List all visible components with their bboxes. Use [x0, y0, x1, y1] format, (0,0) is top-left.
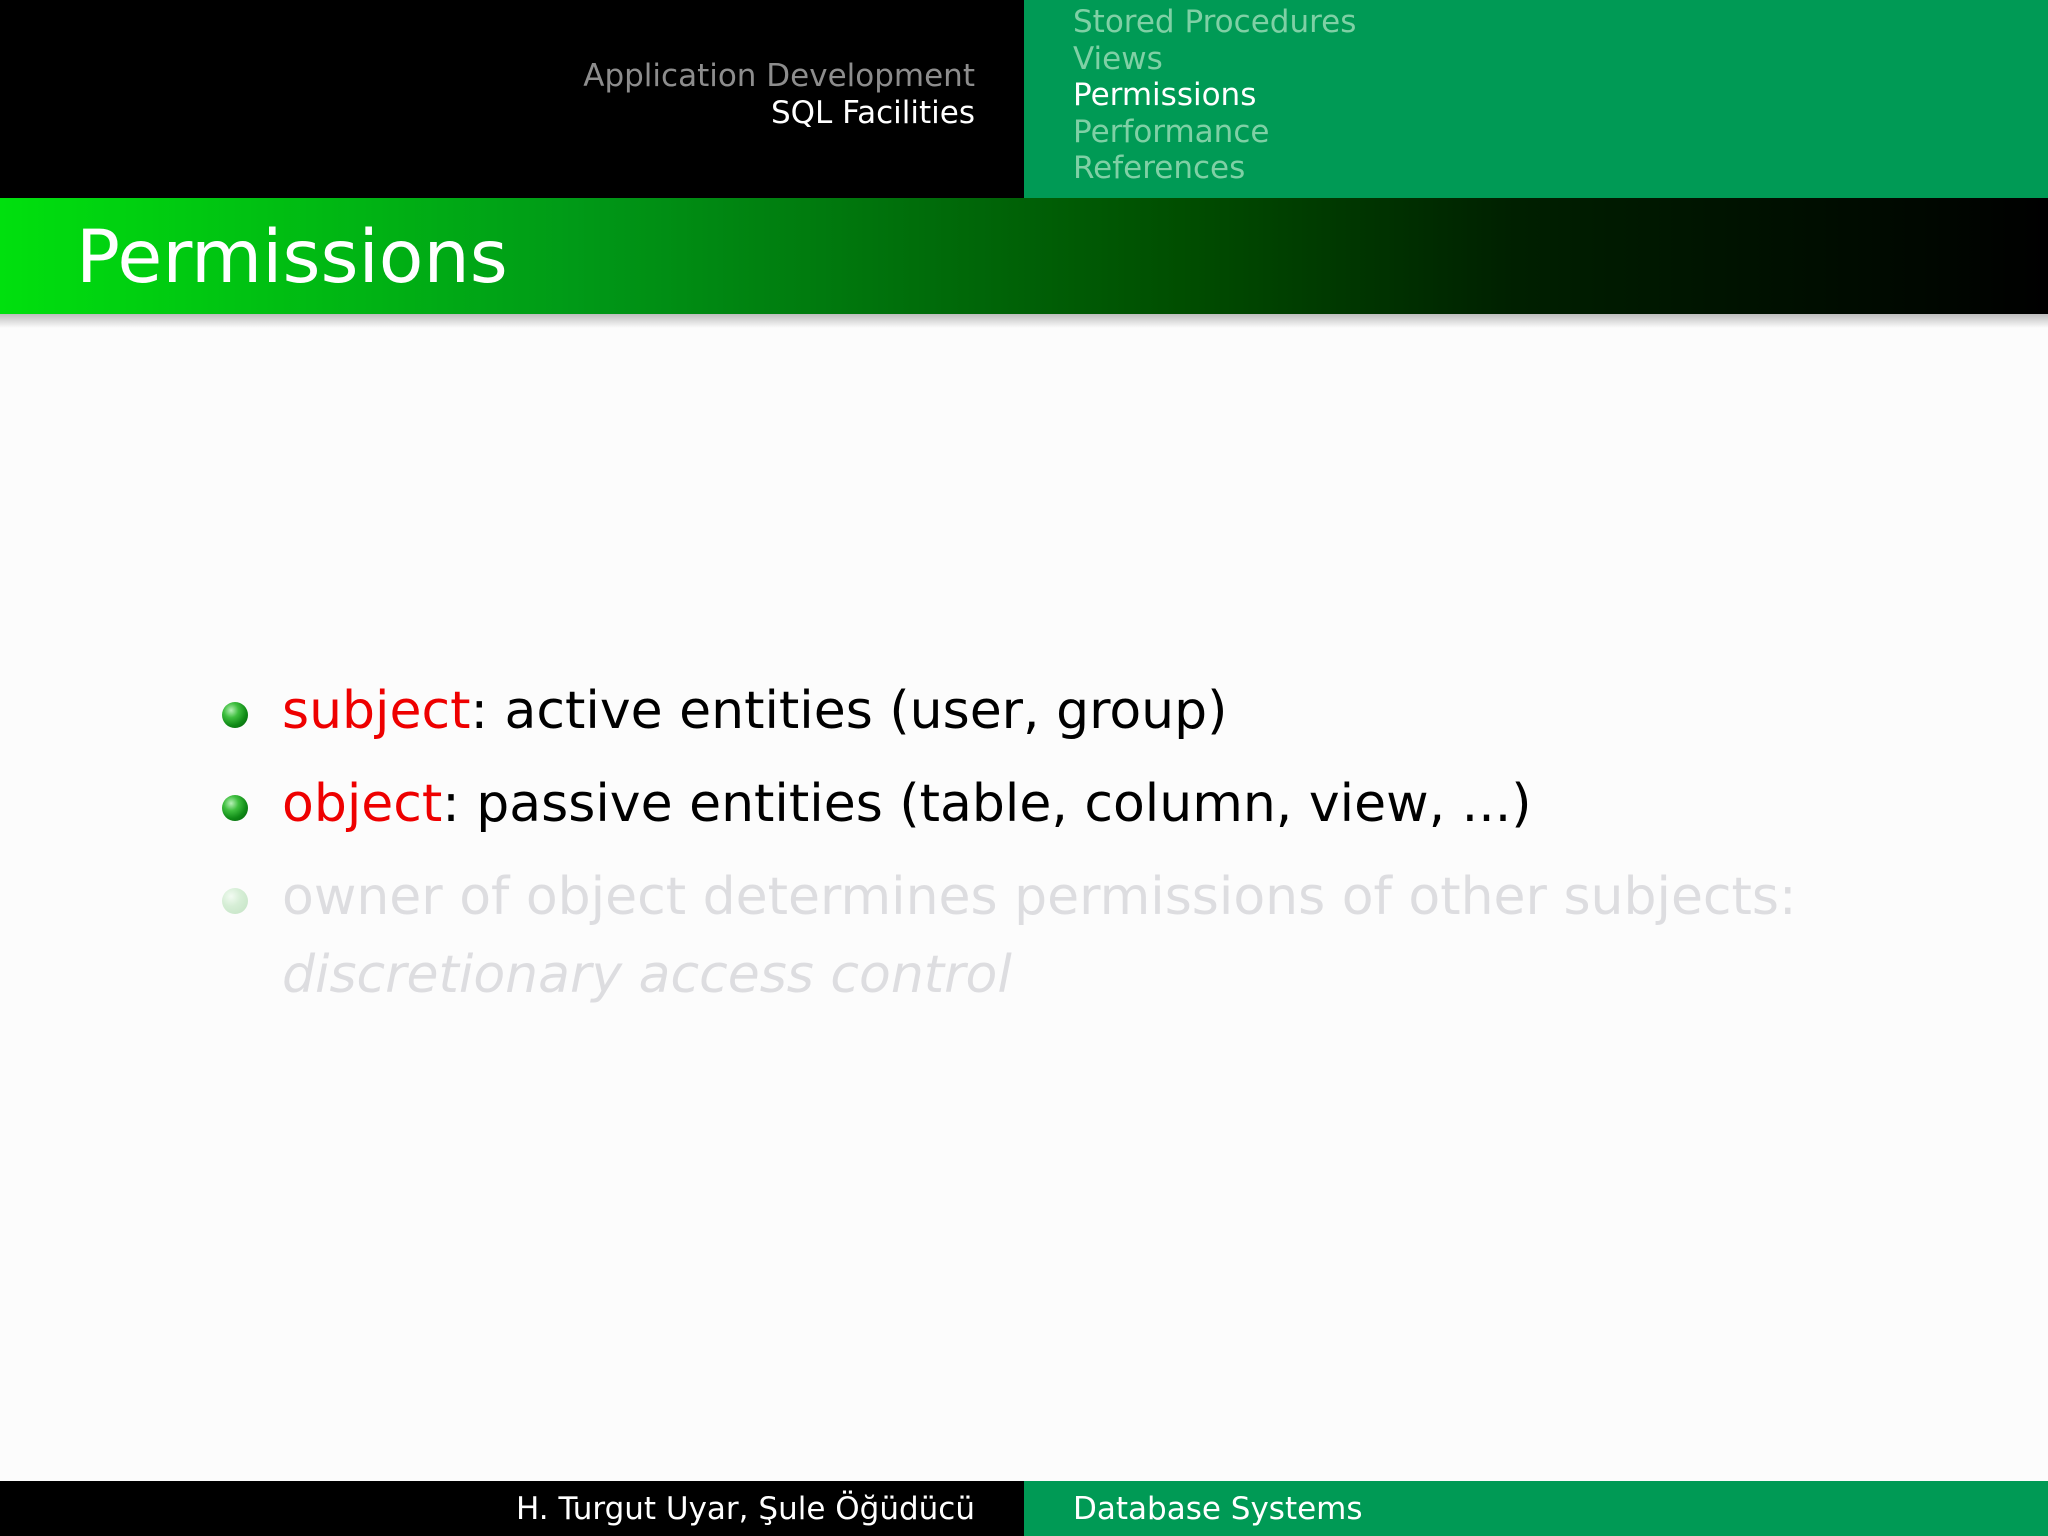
- slide-title: Permissions: [76, 215, 508, 300]
- header-section-link[interactable]: Application Development: [583, 58, 975, 94]
- definition-object: : passive entities (table, column, view, ...): [442, 774, 1532, 834]
- nav-item-stored-procedures[interactable]: Stored Procedures: [1073, 4, 1357, 40]
- header-subsection-link[interactable]: SQL Facilities: [770, 94, 975, 131]
- footer-authors-panel: [0, 1481, 1024, 1536]
- term-subject: subject: [282, 681, 471, 741]
- footer-authors: H. Turgut Uyar, Şule Öğüdücü: [516, 1491, 975, 1527]
- footer-bar: [0, 1481, 2048, 1536]
- bullet-text: [282, 765, 1532, 843]
- bullet-text: [282, 672, 1227, 750]
- nav-item-views[interactable]: Views: [1073, 40, 1163, 77]
- nav-item-performance[interactable]: Performance: [1073, 113, 1270, 150]
- nav-item-permissions[interactable]: Permissions: [1073, 77, 1257, 113]
- owner-text: owner of object determines permissions of other subjects:: [282, 867, 1797, 927]
- bullet-icon: [222, 795, 248, 821]
- term-object: object: [282, 774, 443, 834]
- bullet-icon: [222, 702, 248, 728]
- discretionary-access-control-text: discretionary access control: [282, 945, 1012, 1005]
- footer-title: Database Systems: [1073, 1491, 1363, 1527]
- definition-subject: : active entities (user, group): [470, 681, 1228, 741]
- bullet-icon: [222, 888, 248, 914]
- nav-item-references[interactable]: References: [1073, 150, 1246, 186]
- footer-title-panel: [1024, 1481, 2048, 1536]
